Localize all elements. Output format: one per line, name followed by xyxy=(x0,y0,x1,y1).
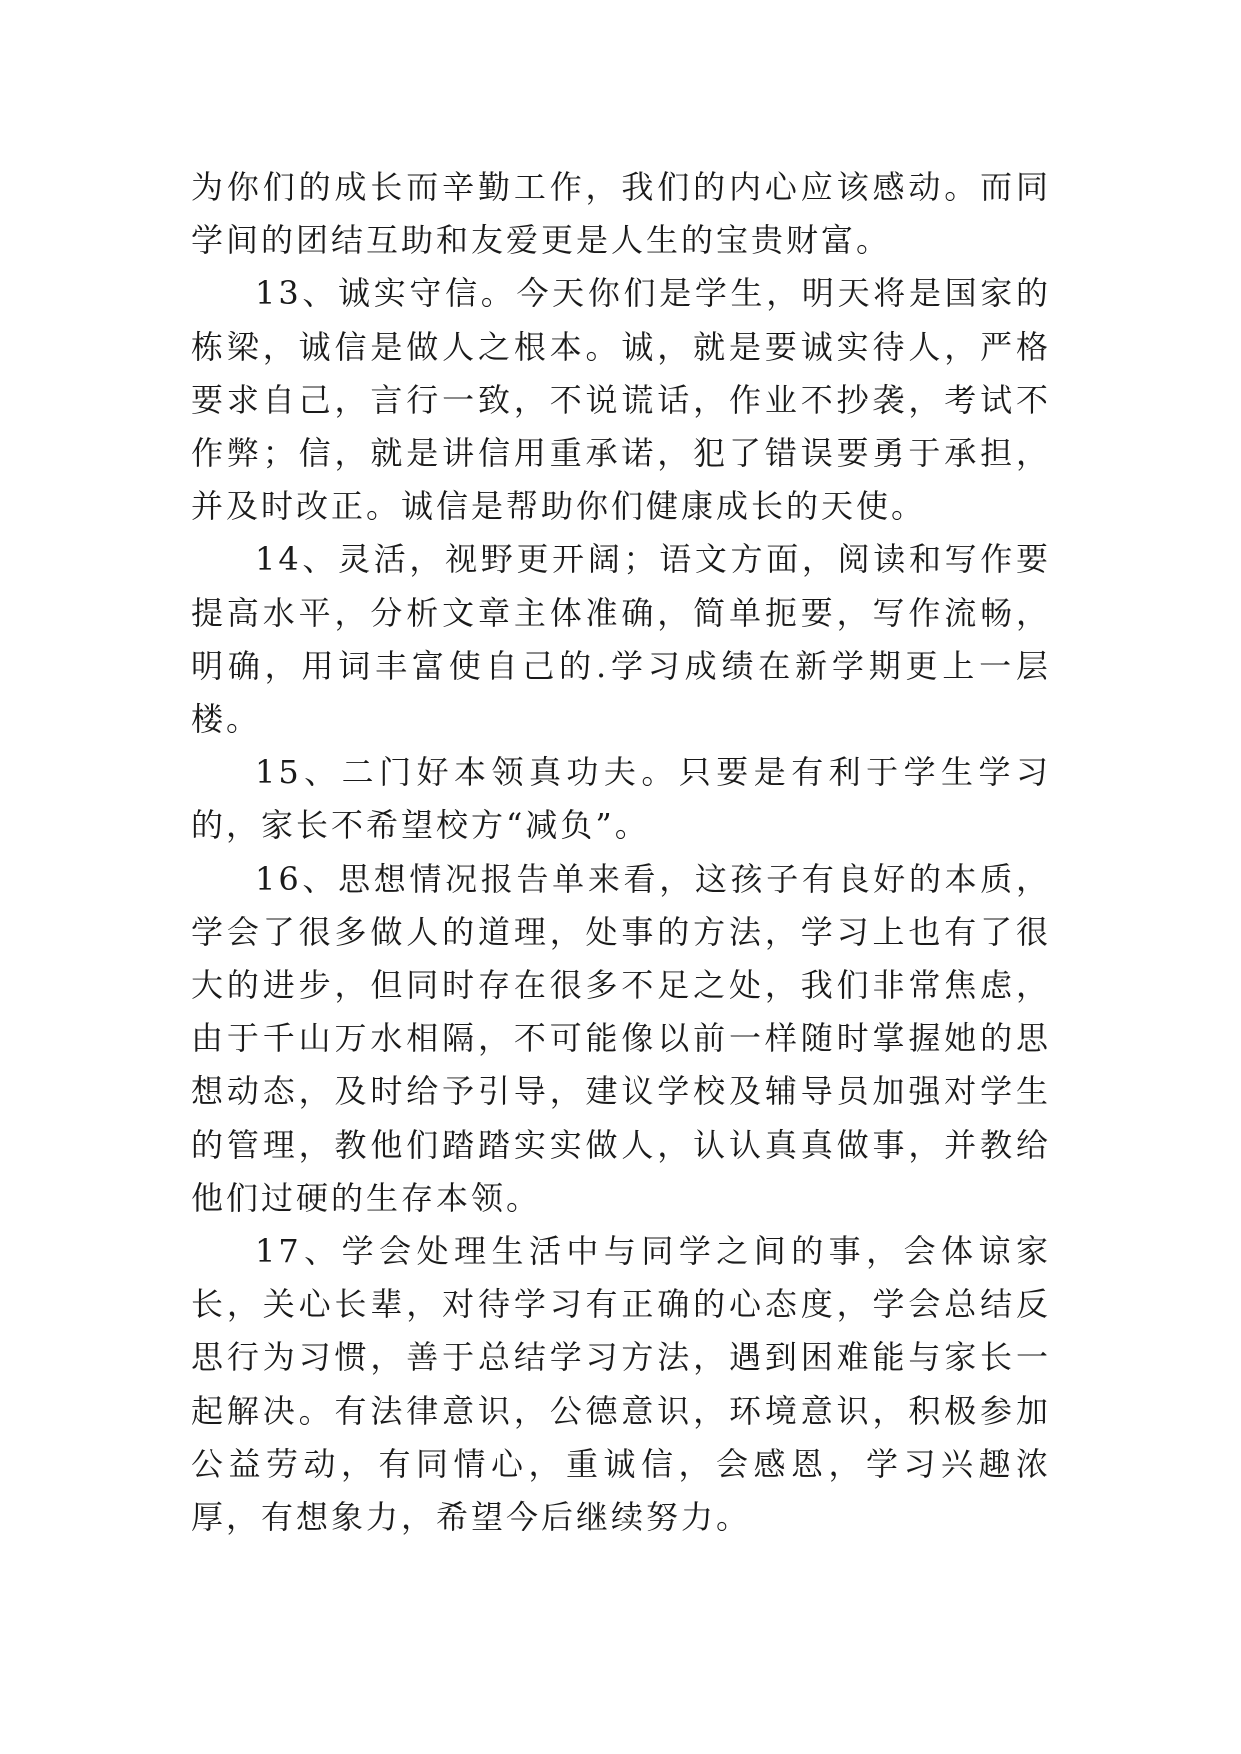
paragraph-13: 13、诚实守信。今天你们是学生，明天将是国家的栋梁，诚信是做人之根本。诚，就是要诚实待人，严格要求自己，言行一致，不说谎话，作业不抄袭，考试不作弊；信，就是讲信用重承诺，犯了错误要勇于承担，并及时改正。诚信是帮助你们健康成长的天使。 xyxy=(191,274,1051,526)
paragraph-15: 15、二门好本领真功夫。只要是有利于学生学习的，家长不希望校方“减负”。 xyxy=(191,753,1051,845)
paragraph-continuation: 为你们的成长而辛勤工作，我们的内心应该感动。而同学间的团结互助和友爱更是人生的宝贵财富。 xyxy=(191,168,1051,260)
paragraph-17: 17、学会处理生活中与同学之间的事，会体谅家长，关心长辈，对待学习有正确的心态度，学会总结反思行为习惯，善于总结学习方法，遇到困难能与家长一起解决。有法律意识，公德意识，环境意识，积极参加公益劳动，有同情心，重诚信，会感恩，学习兴趣浓厚，有想象力，希望今后继续努力。 xyxy=(191,1232,1051,1537)
document-page xyxy=(191,161,1051,1544)
paragraph-16: 16、思想情况报告单来看，这孩子有良好的本质，学会了很多做人的道理，处事的方法，学习上也有了很大的进步，但同时存在很多不足之处，我们非常焦虑，由于千山万水相隔，不可能像以前一样随时掌握她的思想动态，及时给予引导，建议学校及辅导员加强对学生的管理，教他们踏踏实实做人，认认真真做事，并教给他们过硬的生存本领。 xyxy=(191,859,1051,1217)
paragraph-14: 14、灵活，视野更开阔；语文方面，阅读和写作要提高水平，分析文章主体准确，简单扼要，写作流畅，明确，用词丰富使自己的.学习成绩在新学期更上一层楼。 xyxy=(191,540,1051,739)
